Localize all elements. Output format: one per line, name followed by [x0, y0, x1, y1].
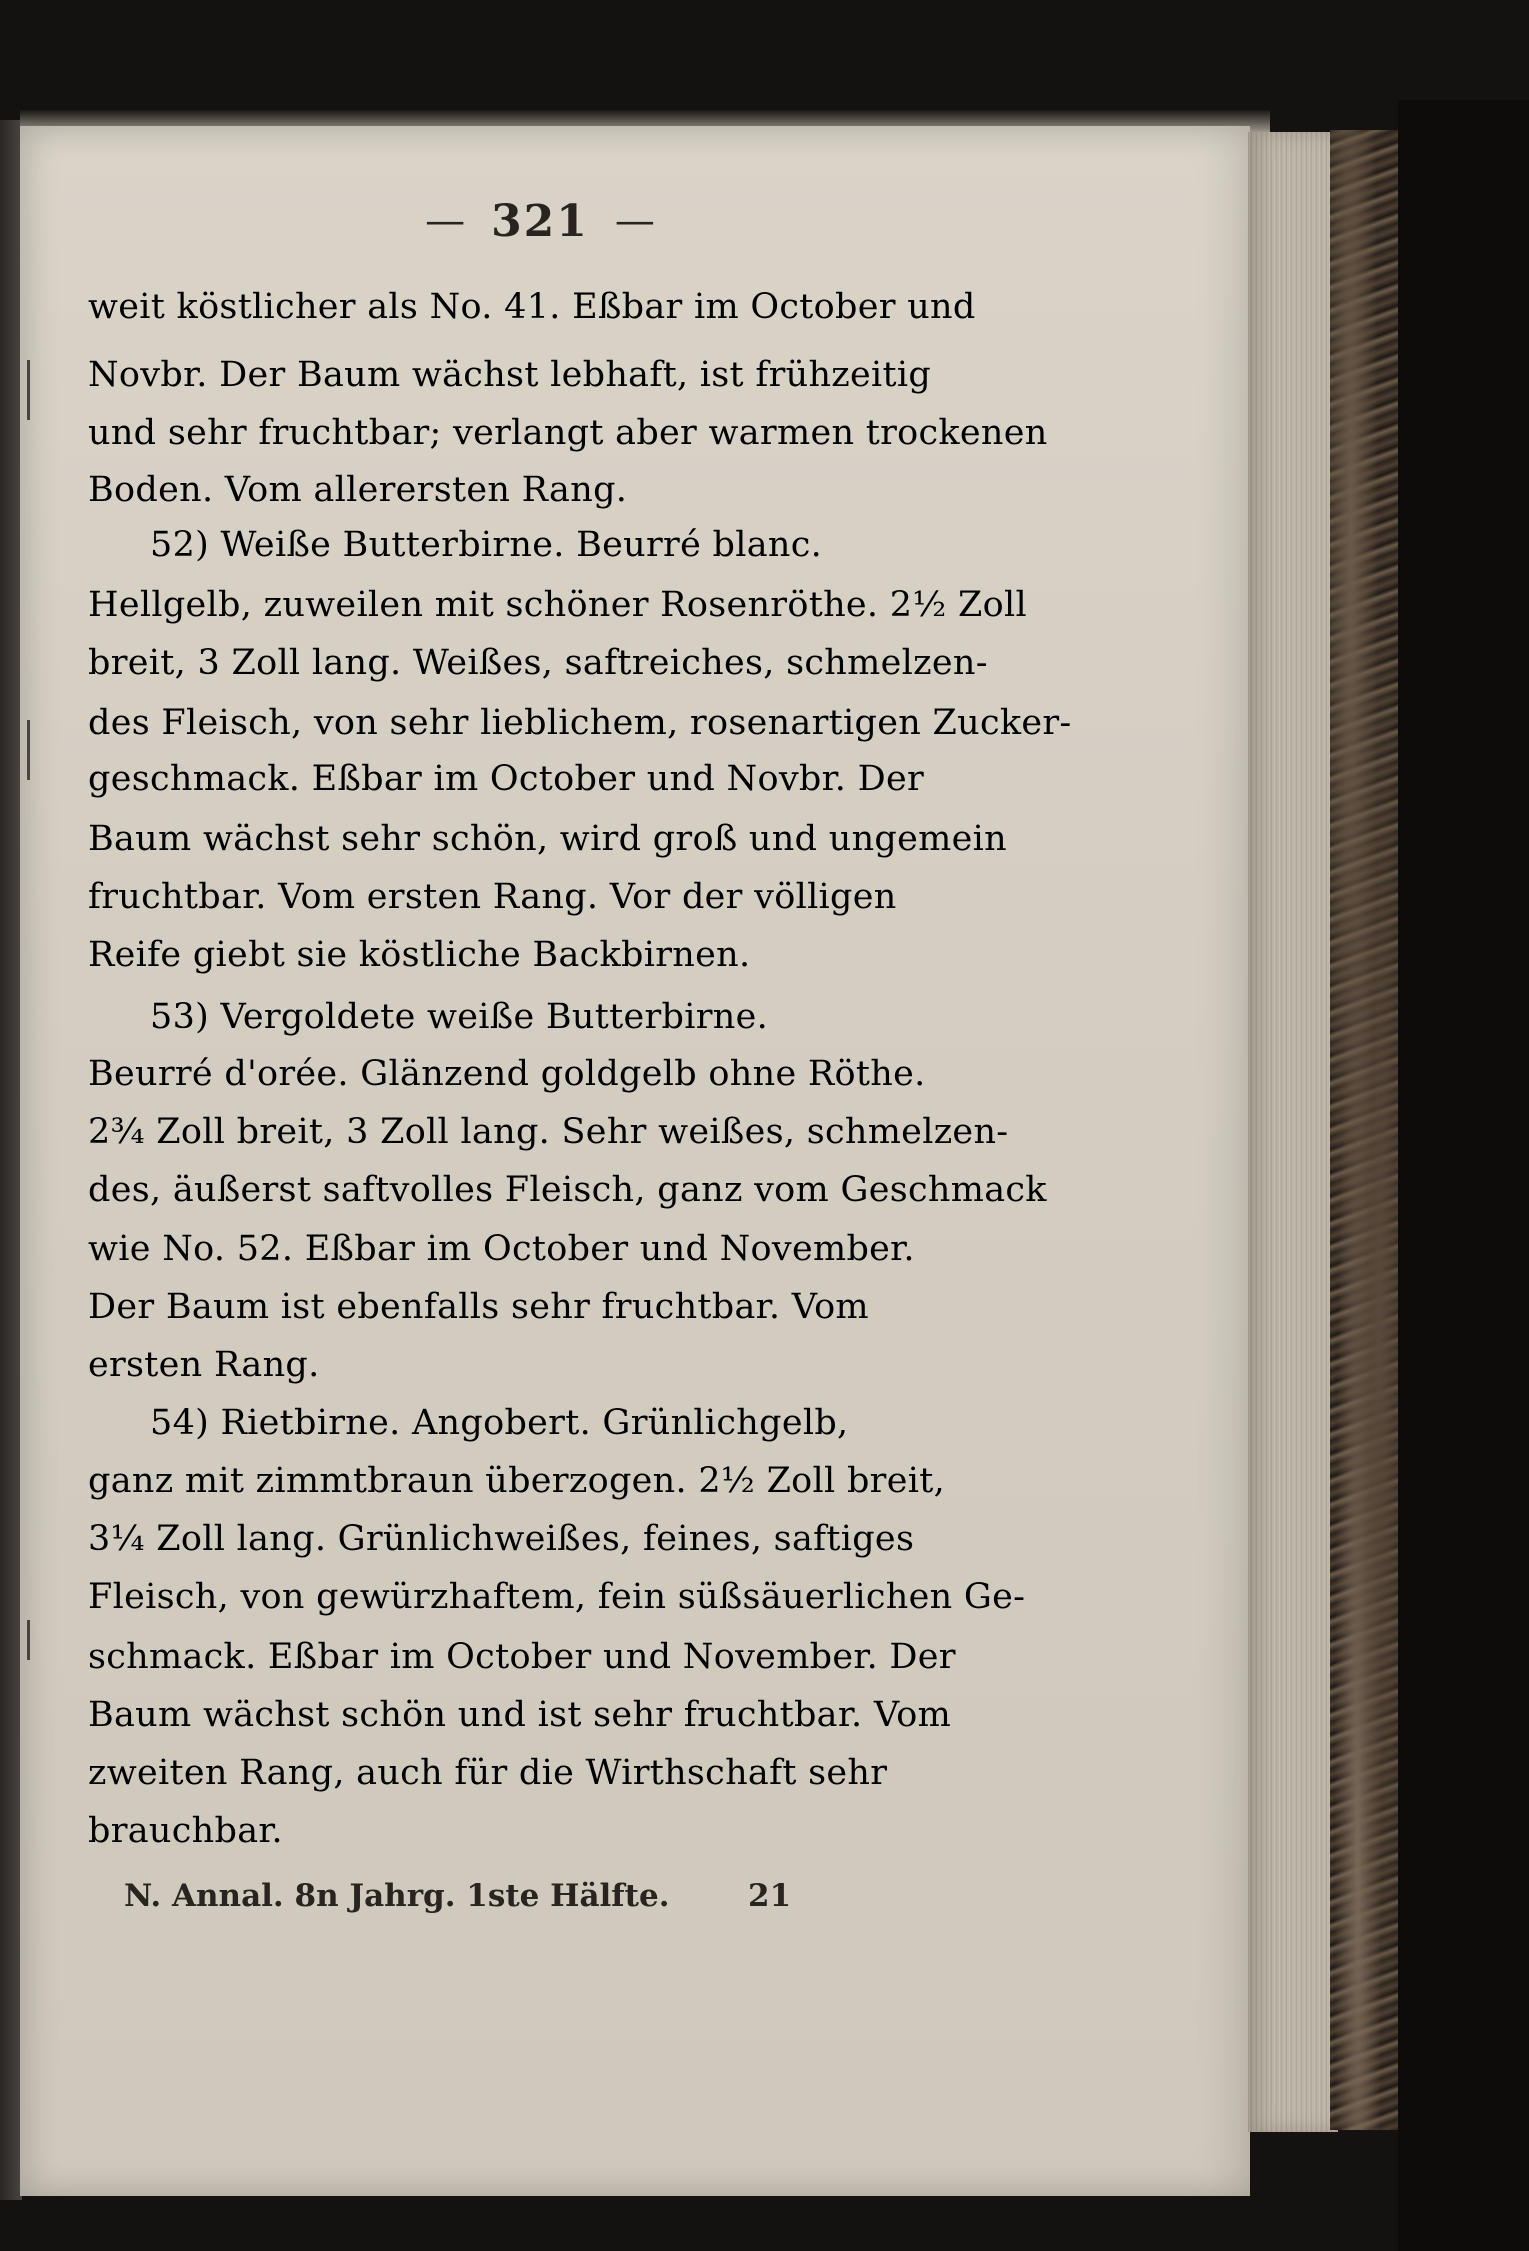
text-line: Novbr. Der Baum wächst lebhaft, ist frühzeitig [88, 355, 932, 395]
text-line: Boden. Vom allerersten Rang. [88, 470, 628, 510]
text-line: Baum wächst schön und ist sehr fruchtbar. Vom [88, 1695, 952, 1735]
page-fore-edge [1248, 132, 1338, 2132]
text-line: wie No. 52. Eßbar im October und November. [88, 1229, 915, 1269]
marbled-cover-edge [1330, 130, 1400, 2130]
text-line: Baum wächst sehr schön, wird groß und ungemein [88, 819, 1007, 859]
text-line: und sehr fruchtbar; verlangt aber warmen trockenen [88, 413, 1048, 453]
margin-mark [27, 360, 30, 420]
book-spine-edge [0, 120, 22, 2200]
text-line: breit, 3 Zoll lang. Weißes, saftreiches, schmelzen- [88, 643, 988, 683]
margin-mark [27, 720, 30, 780]
text-line: Reife giebt sie köstliche Backbirnen. [88, 935, 751, 975]
page-number: 321 [491, 195, 589, 247]
text-line: ganz mit zimmtbraun überzogen. 2½ Zoll breit, [88, 1461, 946, 1501]
text-line: schmack. Eßbar im October und November. Der [88, 1637, 956, 1677]
text-line: des Fleisch, von sehr lieblichem, rosenartigen Zucker- [88, 703, 1072, 743]
text-line: geschmack. Eßbar im October und Novbr. Der [88, 759, 925, 799]
text-line: Beurré d'orée. Glänzend goldgelb ohne Röthe. [88, 1054, 926, 1094]
header-dash-left: — [425, 198, 466, 244]
text-line: brauchbar. [88, 1811, 283, 1851]
text-line: 52) Weiße Butterbirne. Beurré blanc. [150, 525, 823, 565]
text-line: des, äußerst saftvolles Fleisch, ganz vom Geschmack [88, 1170, 1047, 1210]
header-dash-right: — [614, 198, 655, 244]
text-line: Fleisch, von gewürzhaftem, fein süßsäuerlichen Ge- [88, 1577, 1026, 1617]
text-line: weit köstlicher als No. 41. Eßbar im October und [88, 287, 976, 327]
text-line: 2¾ Zoll breit, 3 Zoll lang. Sehr weißes, schmelzen- [88, 1112, 1009, 1152]
margin-mark [27, 1620, 30, 1660]
text-line: 53) Vergoldete weiße Butterbirne. [150, 997, 769, 1037]
text-line: zweiten Rang, auch für die Wirthschaft sehr [88, 1753, 888, 1793]
signature-line: N. Annal. 8n Jahrg. 1ste Hälfte. [124, 1878, 670, 1914]
text-line: ersten Rang. [88, 1345, 320, 1385]
text-line: Hellgelb, zuweilen mit schöner Rosenröthe. 2½ Zoll [88, 585, 1027, 625]
text-line: 54) Rietbirne. Angobert. Grünlichgelb, [150, 1403, 849, 1443]
text-line: 3¼ Zoll lang. Grünlichweißes, feines, saftiges [88, 1519, 915, 1559]
text-line: Der Baum ist ebenfalls sehr fruchtbar. Vom [88, 1287, 869, 1327]
background-dark [1398, 100, 1529, 2251]
page-header [380, 196, 700, 246]
gathering-signature: 21 [748, 1878, 792, 1914]
text-line: fruchtbar. Vom ersten Rang. Vor der völligen [88, 877, 897, 917]
